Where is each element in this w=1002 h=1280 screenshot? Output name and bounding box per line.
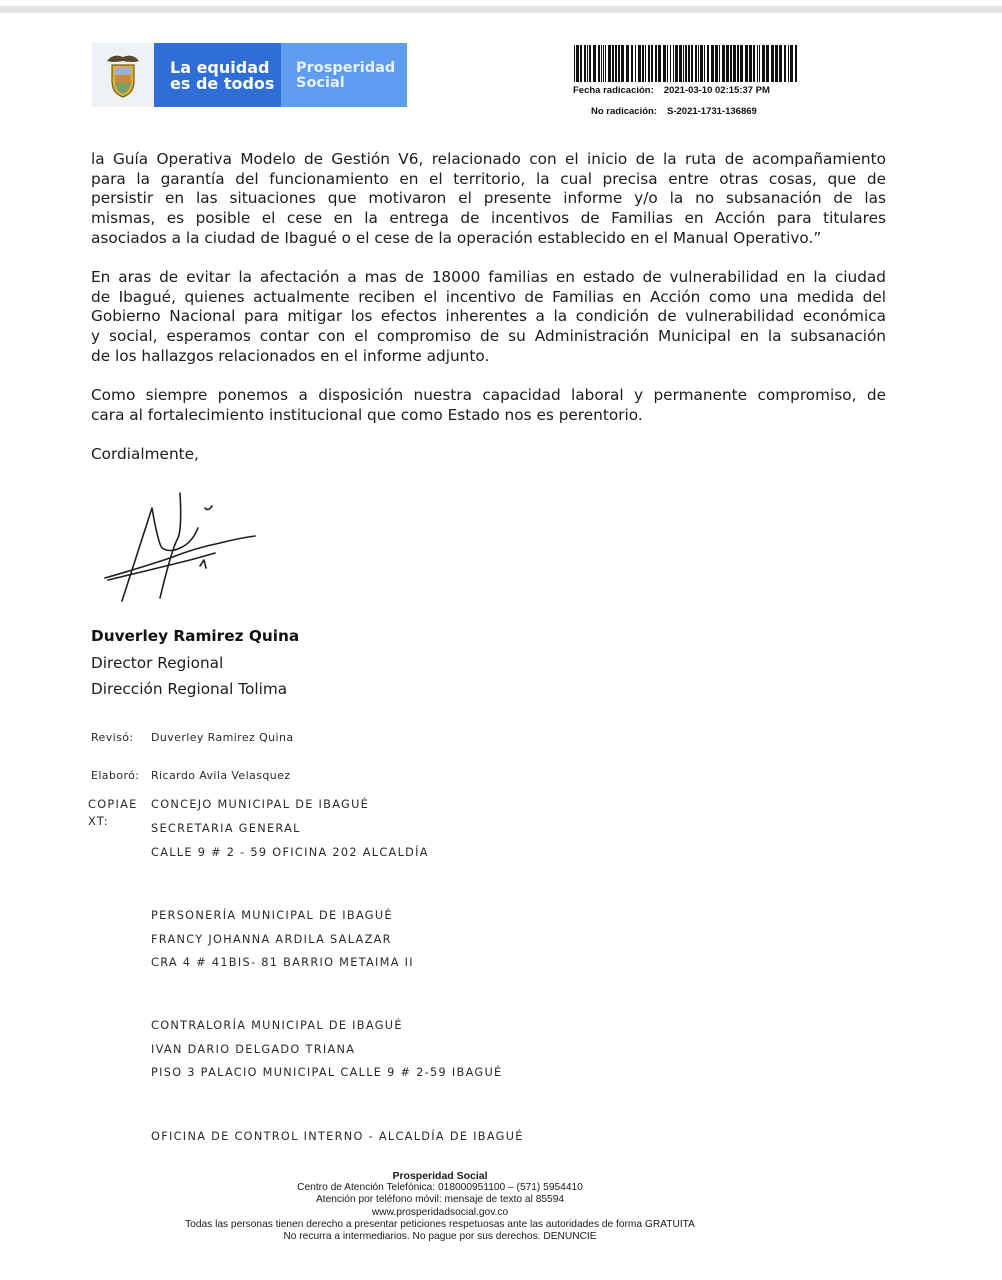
copy-recipient-line: FRANCY JOHANNA ARDILA SALAZAR bbox=[151, 933, 392, 946]
barcode-bar bbox=[584, 45, 586, 82]
barcode-bar bbox=[651, 45, 653, 82]
barcode-bar bbox=[638, 45, 641, 82]
filing-date-value: 2021-03-10 02:15:37 PM bbox=[663, 85, 770, 96]
paragraph-line: de Ibagué, quienes actualmente reciben el incentivo de Familias en Acción como una medida del bbox=[91, 287, 886, 306]
barcode-bar bbox=[722, 45, 725, 82]
barcode-bar bbox=[749, 45, 752, 82]
paragraph-line: persistir en las situaciones que motivaron el presente informe y/o la no subsanación de las bbox=[91, 189, 886, 208]
barcode-bar bbox=[667, 45, 668, 82]
barcode-bar bbox=[766, 45, 769, 82]
barcode-bar bbox=[593, 45, 596, 82]
footer-phone: Centro de Atención Telefónica: 018000951100 – (571) 5954410 bbox=[297, 1182, 583, 1194]
barcode-bar bbox=[784, 45, 786, 82]
barcode-bar bbox=[670, 45, 671, 82]
copy-recipient-line: CRA 4 # 41BIS- 81 BARRIO METAIMA II bbox=[151, 956, 414, 969]
paragraph-line: de los hallazgos relacionados en el informe adjunto. bbox=[91, 346, 490, 365]
reviewed-by: Duverley Ramirez Quina bbox=[151, 731, 294, 744]
filing-date-label: Fecha radicación: bbox=[573, 85, 654, 96]
barcode-bar bbox=[612, 45, 614, 82]
barcode-bar bbox=[580, 45, 582, 82]
barcode-bar bbox=[574, 45, 575, 82]
footer-title: Prosperidad Social bbox=[392, 1170, 488, 1182]
barcode-bar bbox=[753, 45, 755, 82]
footer-website: www.prosperidadsocial.gov.co bbox=[371, 1206, 509, 1218]
copy-recipient-line: OFICINA DE CONTROL INTERNO - ALCALDÍA DE IBAGUÉ bbox=[151, 1130, 524, 1143]
barcode-bar bbox=[762, 45, 765, 82]
barcode-bar bbox=[631, 45, 633, 82]
paragraph-3 bbox=[91, 386, 886, 425]
barcode-bar bbox=[707, 45, 709, 82]
barcode-bar bbox=[730, 45, 732, 82]
filing-number-label: No radicación: bbox=[591, 106, 657, 117]
prosperidad-social-logo bbox=[92, 43, 407, 107]
barcode-bar bbox=[790, 45, 793, 82]
signer-name: Duverley Ramirez Quina bbox=[91, 627, 300, 645]
barcode-bar bbox=[642, 45, 644, 82]
copy-label-line1: COPIAE bbox=[88, 798, 138, 811]
copy-recipient-line: SECRETARIA GENERAL bbox=[151, 822, 301, 835]
filing-date bbox=[573, 85, 770, 96]
reviewed-label: Revisó: bbox=[91, 731, 134, 744]
barcode-bar bbox=[698, 45, 699, 82]
copy-recipient-line: CONCEJO MUNICIPAL DE IBAGUÉ bbox=[151, 798, 370, 811]
barcode-bar bbox=[695, 45, 697, 82]
filing-number-value: S-2021-1731-136869 bbox=[667, 106, 757, 117]
barcode-bar bbox=[663, 45, 666, 82]
filing-barcode bbox=[572, 45, 800, 82]
barcode-bar bbox=[788, 45, 789, 82]
barcode-bar bbox=[779, 45, 782, 82]
barcode-bar bbox=[683, 45, 684, 82]
barcode-bar bbox=[757, 45, 758, 82]
barcode-bar bbox=[673, 45, 674, 82]
logo-tagline bbox=[154, 43, 281, 107]
barcode-bar bbox=[726, 45, 729, 82]
barcode-bar bbox=[679, 45, 682, 82]
logo-org-line1: Prosperidad bbox=[296, 60, 396, 76]
copy-label-line2: XT: bbox=[88, 815, 109, 828]
signer-title: Director Regional bbox=[91, 654, 224, 672]
barcode-bar bbox=[605, 45, 606, 82]
footer-mobile: Atención por teléfono móvil: mensaje de texto al 85594 bbox=[315, 1194, 565, 1206]
paragraph-line: para la garantía del funcionamiento en el territorio, la cual precisa entre otras cosas, que de bbox=[91, 169, 886, 188]
viewer-top-bar bbox=[0, 6, 1002, 13]
barcode-bar bbox=[645, 45, 646, 82]
barcode-bar bbox=[576, 45, 579, 82]
barcode-bar bbox=[691, 45, 693, 82]
closing-salutation: Cordialmente, bbox=[91, 445, 199, 463]
footer-rights: Todas las personas tienen derecho a presentar peticiones respetuosas ante las autoridades de forma GRATUITA bbox=[185, 1218, 695, 1230]
barcode-bar bbox=[589, 45, 591, 82]
barcode-bar bbox=[688, 45, 690, 82]
copy-recipient-line: CONTRALORÍA MUNICIPAL DE IBAGUÉ bbox=[151, 1019, 403, 1032]
barcode-bar bbox=[759, 45, 760, 82]
paragraph-line: mismas, es posible el cese en la entrega de incentivos de Familias en Acción para titulares bbox=[91, 209, 886, 228]
barcode-bar bbox=[635, 45, 636, 82]
barcode-bar bbox=[740, 45, 743, 82]
paragraph-line: Gobierno Nacional para mitigar los efectos inherentes a la condición de vulnerabilidad económica bbox=[91, 307, 886, 326]
logo-tagline-line1: La equidad bbox=[170, 58, 270, 77]
barcode-bar bbox=[733, 45, 736, 82]
logo-tagline-line2: es de todos bbox=[170, 74, 275, 93]
paragraph-line: cara al fortalecimiento institucional que como Estado nos es perentorio. bbox=[91, 405, 643, 424]
coat-of-arms-icon bbox=[92, 43, 154, 107]
barcode-bar bbox=[685, 45, 687, 82]
barcode-bar bbox=[655, 45, 657, 82]
logo-org-name bbox=[281, 43, 407, 107]
copy-recipient-line: IVAN DARIO DELGADO TRIANA bbox=[151, 1043, 356, 1056]
paragraph-1 bbox=[91, 150, 886, 249]
barcode-bar bbox=[618, 45, 620, 82]
paragraph-line: la Guía Operativa Modelo de Gestión V6, relacionado con el inicio de la ruta de acompañamiento bbox=[91, 150, 886, 168]
paragraph-line: asociados a la ciudad de Ibagué o el cese de la operación establecido en el Manual Operativo.” bbox=[91, 228, 822, 247]
barcode-bar bbox=[598, 45, 600, 82]
barcode-bar bbox=[587, 45, 588, 82]
signer-office: Dirección Regional Tolima bbox=[91, 680, 288, 698]
paragraph-line: En aras de evitar la afectación a mas de 18000 familias en estado de vulnerabilidad en la ciudad bbox=[91, 268, 886, 286]
barcode-bar bbox=[711, 45, 714, 82]
barcode-bar bbox=[737, 45, 739, 82]
copy-recipient-line: PERSONERÍA MUNICIPAL DE IBAGUÉ bbox=[151, 909, 393, 922]
barcode-bar bbox=[621, 45, 624, 82]
paragraph-line: Como siempre ponemos a disposición nuestra capacidad laboral y permanente compromiso, de bbox=[91, 386, 886, 404]
filing-number bbox=[591, 106, 757, 117]
barcode-bar bbox=[704, 45, 705, 82]
handwritten-signature bbox=[100, 488, 260, 608]
barcode-bar bbox=[603, 45, 604, 82]
barcode-bar bbox=[795, 45, 797, 82]
barcode-bar bbox=[771, 45, 774, 82]
barcode-bar bbox=[626, 45, 629, 82]
copy-recipient-line: PISO 3 PALACIO MUNICIPAL CALLE 9 # 2-59 IBAGUÉ bbox=[151, 1066, 503, 1079]
barcode-bar bbox=[615, 45, 617, 82]
barcode-bar bbox=[715, 45, 718, 82]
logo-org-line2: Social bbox=[296, 75, 345, 91]
barcode-bar bbox=[601, 45, 602, 82]
barcode-bar bbox=[775, 45, 778, 82]
barcode-bar bbox=[719, 45, 720, 82]
barcode-bar bbox=[608, 45, 611, 82]
barcode-bar bbox=[700, 45, 703, 82]
barcode-bar bbox=[675, 45, 678, 82]
barcode-bar bbox=[648, 45, 650, 82]
footer-warning: No recurra a intermediarios. No pague por sus derechos. DENUNCIE bbox=[283, 1231, 597, 1243]
barcode-bar bbox=[658, 45, 661, 82]
barcode-bar bbox=[745, 45, 748, 82]
prepared-label: Elaboró: bbox=[91, 769, 140, 782]
copy-recipient-line: CALLE 9 # 2 - 59 OFICINA 202 ALCALDÍA bbox=[151, 846, 429, 859]
paragraph-2 bbox=[91, 268, 886, 367]
page-footer bbox=[0, 1170, 880, 1243]
paragraph-line: y social, esperamos contar con el compromiso de su Administración Municipal en la subsanación bbox=[91, 327, 886, 346]
prepared-by: Ricardo Avila Velasquez bbox=[151, 769, 291, 782]
